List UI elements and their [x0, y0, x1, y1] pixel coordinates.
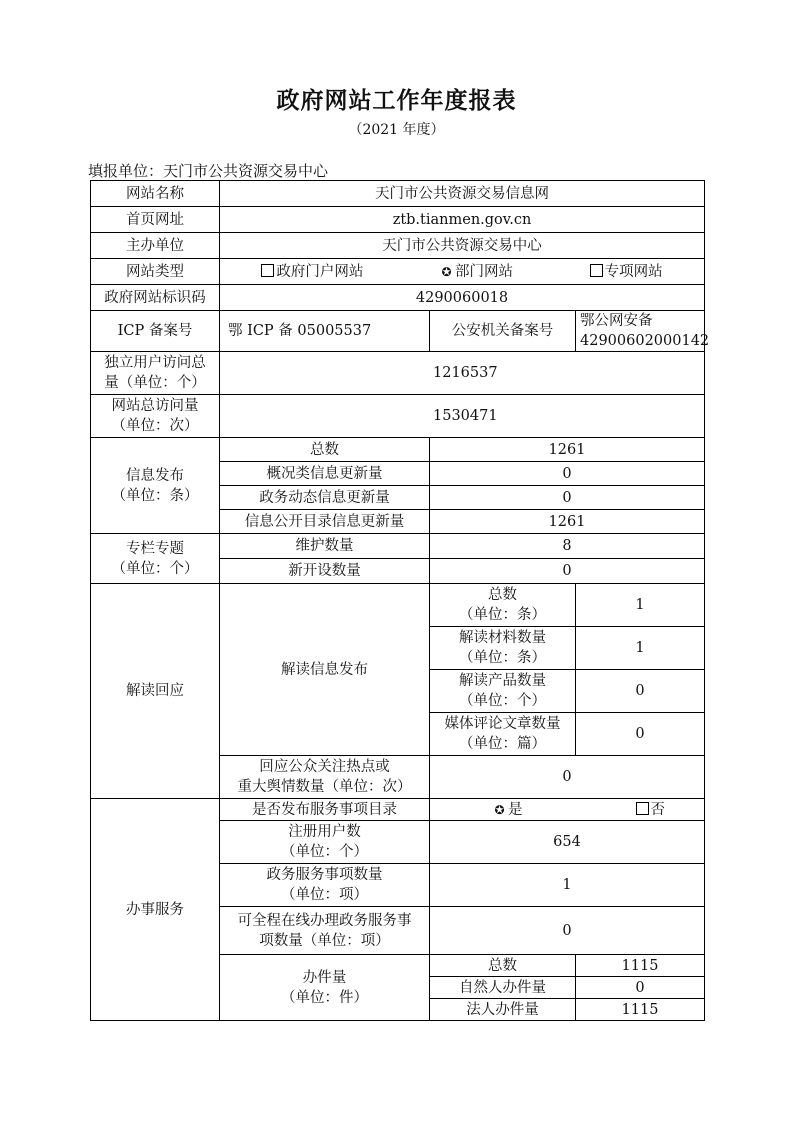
value-interpret-media: 0: [576, 713, 705, 756]
label-unique-visitors-line2: 量（单位：个）: [104, 375, 206, 391]
label-volume-line2: （单位：件）: [281, 989, 368, 1006]
value-volume-legal: 1115: [576, 999, 705, 1021]
label-service-items-line1: 政务服务事项数量: [266, 867, 383, 883]
row-site-name: [91, 181, 705, 207]
value-info-catalog: 1261: [430, 510, 705, 534]
label-interpret-total-line2: （单位：条）: [459, 607, 546, 623]
label-interpret-publish: 解读信息发布: [220, 584, 430, 756]
label-column-line1: 专栏专题: [126, 540, 184, 557]
label-interpret-material-line2: （单位：条）: [459, 650, 546, 666]
value-homepage: ztb.tianmen.gov.cn: [220, 207, 705, 233]
value-volume-total: 1115: [576, 955, 705, 977]
row-unique-visitors: [91, 352, 705, 395]
label-info-publish-line2: （单位：条）: [111, 487, 199, 504]
checkbox-selected-icon: ✪: [441, 264, 452, 279]
row-info-total: [91, 438, 705, 462]
label-service-catalog: 是否发布服务事项目录: [220, 799, 430, 821]
value-sponsor: 天门市公共资源交易中心: [220, 233, 705, 259]
label-service-online-line2: 项数量（单位：项）: [259, 932, 390, 949]
row-homepage: [91, 207, 705, 233]
label-homepage: 首页网址: [91, 207, 220, 233]
label-column-maintain: 维护数量: [220, 534, 430, 559]
label-info-total: 总数: [220, 438, 430, 462]
value-service-items: 1: [430, 864, 705, 907]
label-service-users-line1: 注册用户数: [288, 824, 361, 840]
value-info-overview: 0: [430, 462, 705, 486]
label-info-publish-line1: 信息发布: [126, 467, 184, 484]
value-interpret-total: 1: [576, 584, 705, 627]
value-column-new: 0: [430, 559, 705, 584]
value-police-record-line1: 鄂公网安备: [580, 313, 653, 329]
label-interpret-total-line1: 总数: [488, 587, 517, 603]
value-info-total: 1261: [430, 438, 705, 462]
label-page-views-line1: 网站总访问量: [111, 398, 199, 414]
label-volume-total: 总数: [430, 955, 576, 977]
label-icp: ICP 备案号: [91, 311, 220, 352]
label-volume-legal: 法人办件量: [430, 999, 576, 1021]
filling-unit: 填报单位：天门市公共资源交易中心: [88, 162, 329, 180]
label-service-online-line1: 可全程在线办理政务服务事: [237, 912, 412, 929]
row-sponsor: [91, 233, 705, 259]
label-interpret-response-line1: 回应公众关注热点或: [259, 759, 390, 775]
row-interpret-total: [91, 584, 705, 627]
label-site-type: 网站类型: [91, 259, 220, 285]
label-site-name: 网站名称: [91, 181, 220, 207]
row-site-id: [91, 285, 705, 311]
label-interpret: 解读回应: [91, 584, 220, 799]
label-service-items-line2: （单位：项）: [281, 887, 368, 903]
checkbox-empty-icon: [636, 802, 649, 815]
report-year: （2021 年度）: [348, 122, 445, 138]
label-interpret-response-line2: 重大舆情数量（单位：次）: [237, 779, 412, 795]
value-unique-visitors: 1216537: [220, 352, 705, 395]
option-department-site: ✪ 部门网站: [441, 263, 513, 280]
label-volume-person: 自然人办件量: [430, 977, 576, 999]
option-yes: ✪ 是: [494, 801, 523, 818]
label-site-id: 政府网站标识码: [91, 285, 220, 311]
label-interpret-media-line2: （单位：篇）: [459, 736, 546, 752]
row-service-catalog: [91, 799, 705, 821]
option-special-site: 专项网站: [590, 262, 663, 282]
label-page-views-line2: （单位：次）: [111, 418, 199, 434]
label-service: 办事服务: [91, 799, 220, 1021]
label-police-record: 公安机关备案号: [430, 311, 576, 352]
value-info-news: 0: [430, 486, 705, 510]
label-interpret-product-line1: 解读产品数量: [459, 673, 546, 689]
value-page-views: 1530471: [220, 395, 705, 438]
value-site-id: 4290060018: [220, 285, 705, 311]
value-volume-person: 0: [576, 977, 705, 999]
row-site-type: [91, 259, 705, 285]
value-service-users: 654: [430, 821, 705, 864]
value-police-record-line2: 42900602000142: [580, 333, 710, 349]
value-column-maintain: 8: [430, 534, 705, 559]
option-no: 否: [636, 800, 666, 820]
value-site-name: 天门市公共资源交易信息网: [220, 181, 705, 207]
value-service-online: 0: [430, 907, 705, 955]
value-interpret-product: 0: [576, 670, 705, 713]
value-icp: 鄂 ICP 备 05005537: [220, 311, 430, 352]
page-title: 政府网站工作年度报表: [276, 87, 517, 114]
row-icp: [91, 311, 705, 352]
label-column-new: 新开设数量: [220, 559, 430, 584]
label-info-news: 政务动态信息更新量: [220, 486, 430, 510]
checkbox-empty-icon: [261, 264, 274, 277]
label-info-overview: 概况类信息更新量: [220, 462, 430, 486]
checkbox-empty-icon: [590, 264, 603, 277]
row-page-views: [91, 395, 705, 438]
label-interpret-product-line2: （单位：个）: [459, 693, 546, 709]
label-service-users-line2: （单位：个）: [281, 844, 368, 860]
label-interpret-media-line1: 媒体评论文章数量: [444, 716, 561, 732]
value-interpret-response: 0: [430, 756, 705, 799]
label-interpret-material-line1: 解读材料数量: [459, 630, 546, 646]
row-column-maintain: [91, 534, 705, 559]
checkbox-selected-icon: ✪: [494, 802, 505, 817]
label-unique-visitors-line1: 独立用户访问总: [104, 355, 206, 371]
report-table: [90, 180, 710, 1021]
label-sponsor: 主办单位: [91, 233, 220, 259]
label-column-line2: （单位：个）: [111, 560, 199, 577]
value-interpret-material: 1: [576, 627, 705, 670]
option-portal-site: 政府门户网站: [261, 262, 363, 282]
label-volume-line1: 办件量: [302, 969, 347, 986]
label-info-catalog: 信息公开目录信息更新量: [220, 510, 430, 534]
